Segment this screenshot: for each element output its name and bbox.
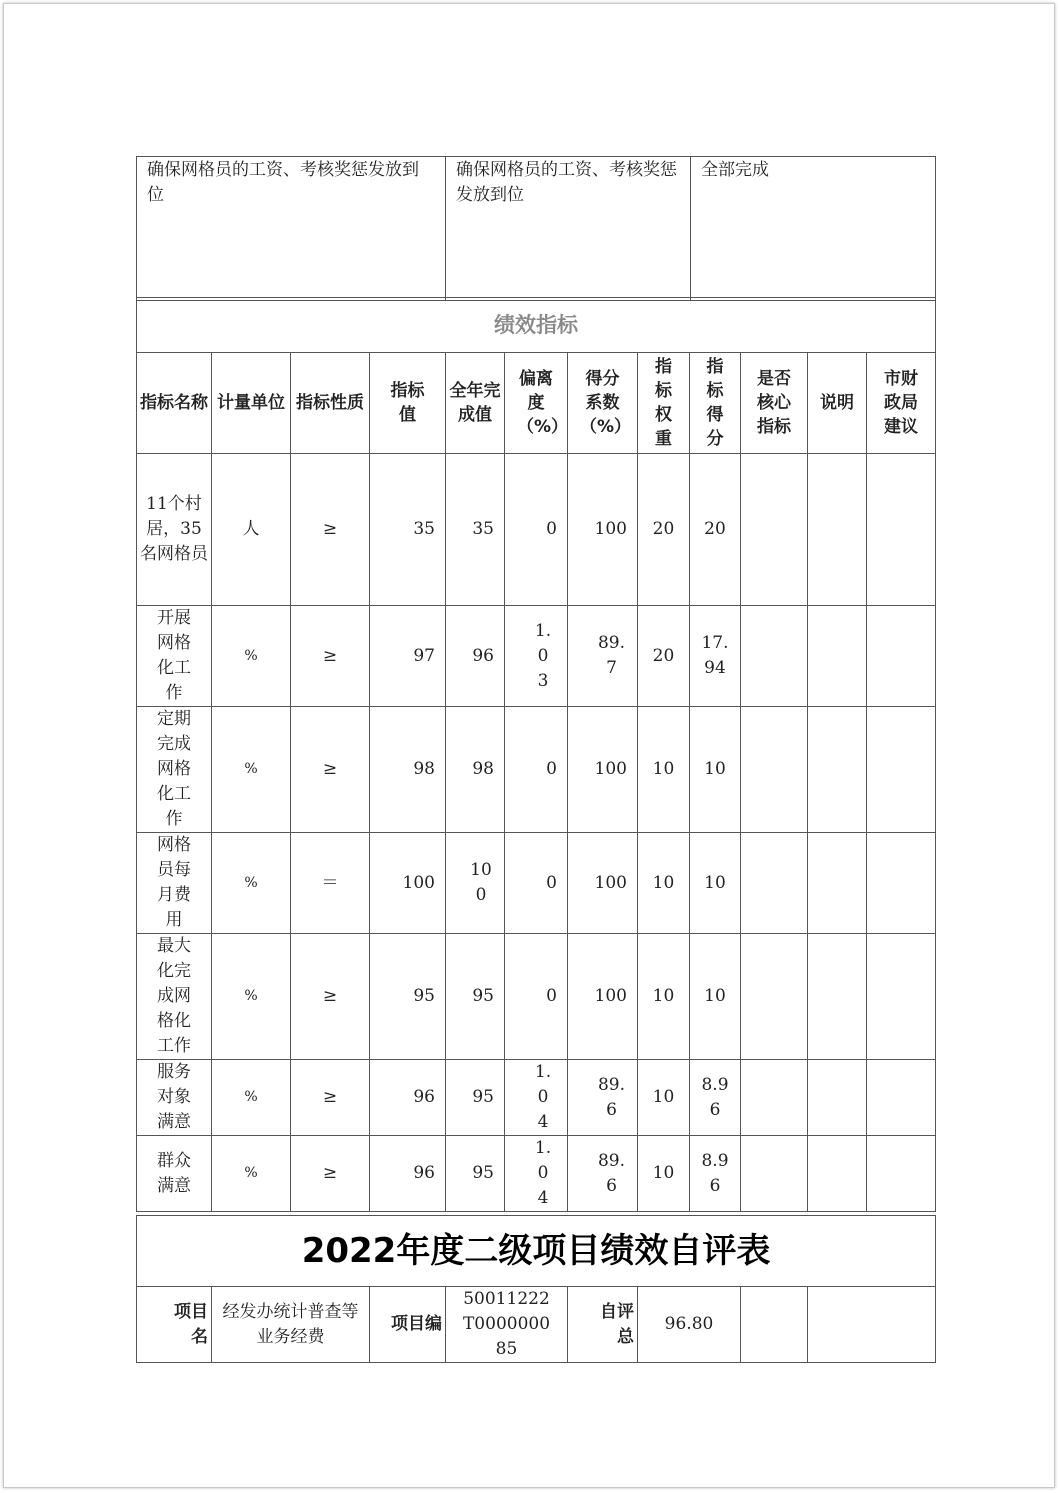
- header-nature: 指标性质: [291, 353, 370, 454]
- indicator-score: 17.94: [690, 606, 741, 707]
- goal-content-2: 确保网格员的工资、考核奖惩发放到位: [446, 157, 691, 301]
- goal-status: 全部完成: [691, 157, 936, 301]
- indicator-core: [741, 934, 808, 1060]
- eval-info-row: [137, 1287, 936, 1363]
- empty-cell: [808, 1287, 936, 1363]
- table-row: [137, 707, 936, 833]
- header-coefficient: 得分系数（%）: [568, 353, 638, 454]
- indicator-actual: 95: [446, 1136, 505, 1212]
- indicator-nature: ＝: [291, 833, 370, 934]
- indicator-deviation: 1.03: [505, 606, 568, 707]
- indicator-nature: ≥: [291, 1060, 370, 1136]
- section-title: 绩效指标: [137, 298, 936, 353]
- indicator-nature: ≥: [291, 606, 370, 707]
- header-score: 指标得分: [690, 353, 741, 454]
- indicator-table: [136, 297, 936, 1212]
- indicator-weight: 10: [638, 1060, 690, 1136]
- indicator-unit: %: [212, 1060, 291, 1136]
- indicator-suggestion: [867, 833, 936, 934]
- indicator-deviation: 0: [505, 934, 568, 1060]
- indicator-deviation: 0: [505, 454, 568, 606]
- table-row: [137, 833, 936, 934]
- indicator-core: [741, 707, 808, 833]
- eval-title: 2022年度二级项目绩效自评表: [137, 1216, 936, 1287]
- indicator-name: 服务对象满意: [137, 1060, 212, 1136]
- header-weight: 指标权重: [638, 353, 690, 454]
- header-note: 说明: [808, 353, 867, 454]
- indicator-suggestion: [867, 1060, 936, 1136]
- self-eval-table: [136, 1215, 936, 1363]
- indicator-coefficient: 100: [568, 833, 638, 934]
- indicator-core: [741, 1136, 808, 1212]
- project-name: 经发办统计普查等业务经费: [212, 1287, 370, 1363]
- indicator-weight: 20: [638, 606, 690, 707]
- table-row: [137, 1060, 936, 1136]
- indicator-core: [741, 454, 808, 606]
- empty-cell: [741, 1287, 808, 1363]
- table-row: [137, 1136, 936, 1212]
- goal-row: [137, 157, 936, 301]
- indicator-actual: 95: [446, 1060, 505, 1136]
- table-row: [137, 606, 936, 707]
- indicator-value: 96: [370, 1060, 446, 1136]
- indicator-core: [741, 606, 808, 707]
- indicator-suggestion: [867, 606, 936, 707]
- indicator-coefficient: 89.6: [568, 1060, 638, 1136]
- indicator-unit: %: [212, 606, 291, 707]
- indicator-value: 96: [370, 1136, 446, 1212]
- indicator-name: 定期完成网格化工作: [137, 707, 212, 833]
- indicator-nature: ≥: [291, 454, 370, 606]
- indicator-note: [808, 1060, 867, 1136]
- indicator-note: [808, 707, 867, 833]
- indicator-coefficient: 100: [568, 934, 638, 1060]
- indicator-core: [741, 1060, 808, 1136]
- indicator-deviation: 0: [505, 833, 568, 934]
- indicator-actual: 96: [446, 606, 505, 707]
- indicator-actual: 95: [446, 934, 505, 1060]
- table-row: [137, 454, 936, 606]
- header-suggestion: 市财政局建议: [867, 353, 936, 454]
- indicator-weight: 10: [638, 833, 690, 934]
- indicator-name: 群众满意: [137, 1136, 212, 1212]
- indicator-core: [741, 833, 808, 934]
- indicator-score: 20: [690, 454, 741, 606]
- header-core: 是否核心指标: [741, 353, 808, 454]
- indicator-actual: 100: [446, 833, 505, 934]
- indicator-note: [808, 606, 867, 707]
- indicator-name: 网格员每月费用: [137, 833, 212, 934]
- self-eval-label: 自评总: [568, 1287, 638, 1363]
- indicator-suggestion: [867, 1136, 936, 1212]
- indicator-coefficient: 100: [568, 454, 638, 606]
- indicator-coefficient: 89.6: [568, 1136, 638, 1212]
- indicator-note: [808, 454, 867, 606]
- header-value: 指标值: [370, 353, 446, 454]
- indicator-unit: %: [212, 707, 291, 833]
- indicator-unit: %: [212, 934, 291, 1060]
- header-deviation: 偏离度（%）: [505, 353, 568, 454]
- indicator-deviation: 0: [505, 707, 568, 833]
- indicator-note: [808, 934, 867, 1060]
- indicator-suggestion: [867, 934, 936, 1060]
- indicator-note: [808, 833, 867, 934]
- indicator-weight: 10: [638, 707, 690, 833]
- self-eval-score: 96.80: [638, 1287, 741, 1363]
- indicator-weight: 10: [638, 1136, 690, 1212]
- indicator-nature: ≥: [291, 934, 370, 1060]
- indicator-deviation: 1.04: [505, 1060, 568, 1136]
- indicator-score: 8.96: [690, 1136, 741, 1212]
- indicator-weight: 10: [638, 934, 690, 1060]
- indicator-name: 最大化完成网格化工作: [137, 934, 212, 1060]
- indicator-value: 97: [370, 606, 446, 707]
- header-unit: 计量单位: [212, 353, 291, 454]
- indicator-score: 10: [690, 707, 741, 833]
- goal-content-1: 确保网格员的工资、考核奖惩发放到位: [137, 157, 446, 301]
- indicator-deviation: 1.04: [505, 1136, 568, 1212]
- header-row: [137, 353, 936, 454]
- header-actual: 全年完成值: [446, 353, 505, 454]
- indicator-weight: 20: [638, 454, 690, 606]
- project-code: 50011222T000000085: [446, 1287, 568, 1363]
- indicator-value: 35: [370, 454, 446, 606]
- indicator-note: [808, 1136, 867, 1212]
- goal-table: [136, 156, 936, 301]
- indicator-suggestion: [867, 454, 936, 606]
- indicator-score: 10: [690, 833, 741, 934]
- indicator-unit: %: [212, 1136, 291, 1212]
- table-row: [137, 934, 936, 1060]
- indicator-name: 开展网格化工作: [137, 606, 212, 707]
- header-name: 指标名称: [137, 353, 212, 454]
- indicator-unit: 人: [212, 454, 291, 606]
- indicator-value: 98: [370, 707, 446, 833]
- indicator-name: 11个村居，35名网格员: [137, 454, 212, 606]
- indicator-suggestion: [867, 707, 936, 833]
- indicator-coefficient: 100: [568, 707, 638, 833]
- indicator-coefficient: 89.7: [568, 606, 638, 707]
- indicator-actual: 98: [446, 707, 505, 833]
- indicator-value: 100: [370, 833, 446, 934]
- indicator-nature: ≥: [291, 1136, 370, 1212]
- indicator-score: 10: [690, 934, 741, 1060]
- indicator-unit: %: [212, 833, 291, 934]
- indicator-nature: ≥: [291, 707, 370, 833]
- indicator-score: 8.96: [690, 1060, 741, 1136]
- project-code-label: 项目编: [370, 1287, 446, 1363]
- indicator-actual: 35: [446, 454, 505, 606]
- indicator-value: 95: [370, 934, 446, 1060]
- project-name-label: 项目名: [137, 1287, 212, 1363]
